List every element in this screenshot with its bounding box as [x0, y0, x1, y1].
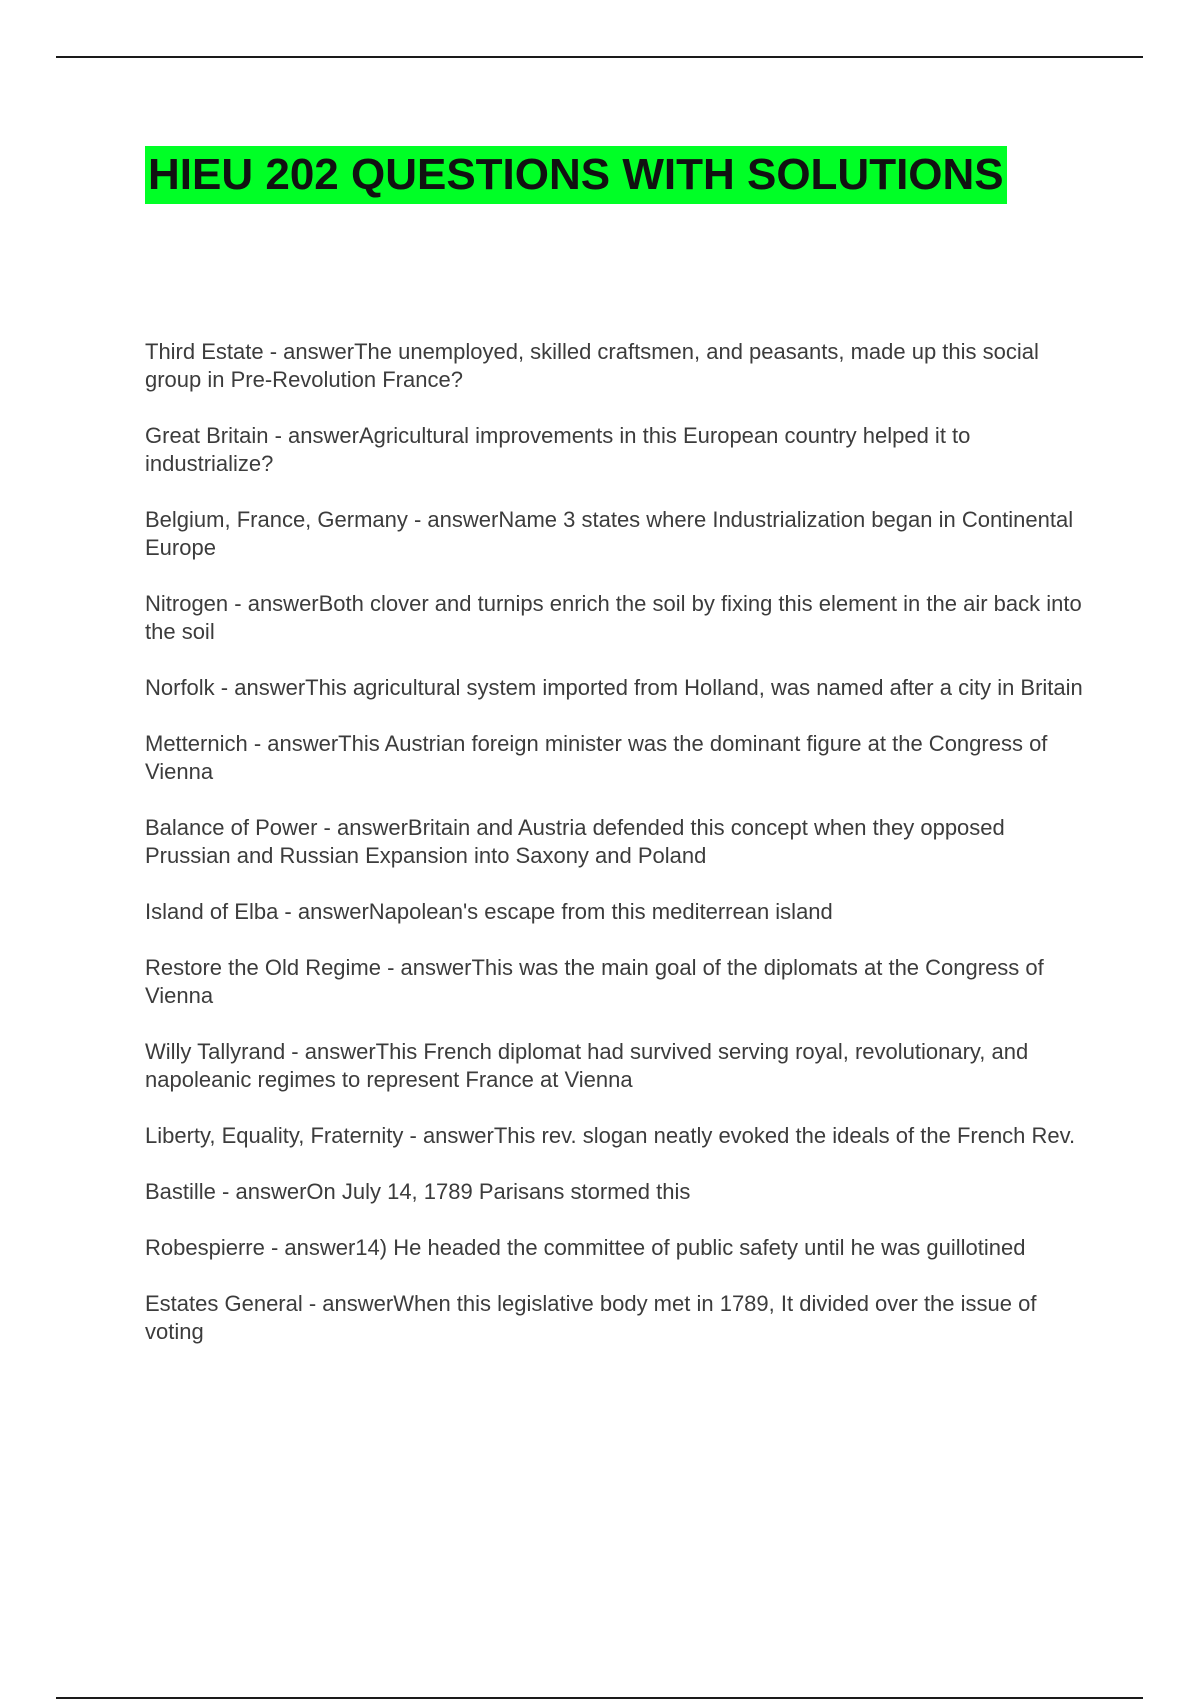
qa-item: Metternich - answerThis Austrian foreign minister was the dominant figure at the Congress of Vienna [145, 731, 1048, 784]
qa-item: Willy Tallyrand - answerThis French diplomat had survived serving royal, revolutionary, and napoleanic regimes to represent France at Vienna [145, 1039, 1029, 1092]
qa-item: Third Estate - answerThe unemployed, skilled craftsmen, and peasants, made up this social group in Pre-Revolution France? [145, 339, 1039, 392]
qa-item: Liberty, Equality, Fraternity - answerThis rev. slogan neatly evoked the ideals of the French Rev. [145, 1123, 1076, 1148]
qa-item: Island of Elba - answerNapolean's escape from this mediterrean island [145, 899, 833, 924]
qa-item: Estates General - answerWhen this legislative body met in 1789, It divided over the issue of voting [145, 1291, 1037, 1344]
qa-item: Belgium, France, Germany - answerName 3 states where Industrialization began in Continental Europe [145, 507, 1074, 560]
top-rule [56, 56, 1143, 58]
qa-item: Nitrogen - answerBoth clover and turnips enrich the soil by fixing this element in the air back into the soil [145, 591, 1082, 644]
qa-item: Robespierre - answer14) He headed the committee of public safety until he was guillotined [145, 1235, 1026, 1260]
qa-item: Bastille - answerOn July 14, 1789 Parisans stormed this [145, 1179, 691, 1204]
qa-list [145, 338, 1095, 1374]
qa-item: Restore the Old Regime - answerThis was the main goal of the diplomats at the Congress of Vienna [145, 955, 1044, 1008]
qa-item: Norfolk - answerThis agricultural system imported from Holland, was named after a city in Britain [145, 675, 1083, 700]
qa-item: Balance of Power - answerBritain and Austria defended this concept when they opposed Prussian and Russian Expansion into Saxony and Poland [145, 815, 1005, 868]
title-block [145, 146, 1007, 204]
bottom-rule [56, 1697, 1143, 1699]
qa-item: Great Britain - answerAgricultural improvements in this European country helped it to industrialize? [145, 423, 971, 476]
page-title: HIEU 202 QUESTIONS WITH SOLUTIONS [145, 146, 1007, 204]
